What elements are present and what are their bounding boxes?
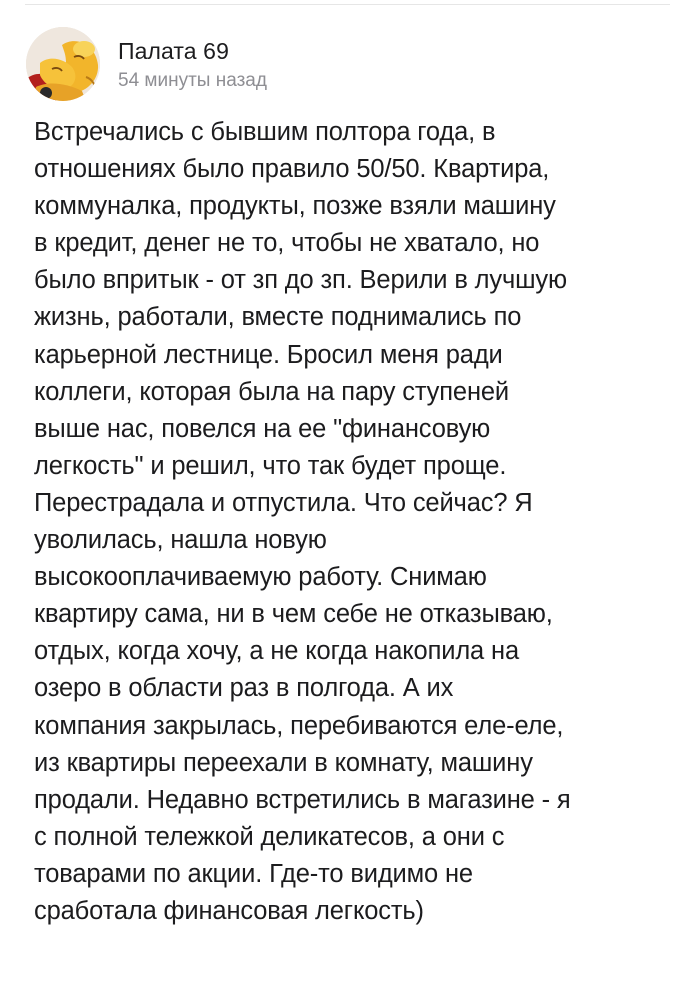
post-header bbox=[26, 27, 267, 101]
cartoon-figure-avatar-icon bbox=[26, 27, 100, 101]
post-timestamp: 54 минуты назад bbox=[118, 70, 267, 91]
post-text: Встречались с бывшим полтора года, в отношениях было правило 50/50. Квартира, коммуналка, продукты, позже взяли машину в кредит, денег не то, чтобы не хватало, но было впритык - от зп до зп. Верили в лучшую жизнь, работали, вместе поднимались по карьерной лестнице. Бросил меня ради коллеги, которая была на пару ступеней выше нас, повелся на ее "финансовую легкость" и решил, что так будет проще. Перестрадала и отпустила. Что сейчас? Я уволилась, нашла новую высокооплачиваемую работу. Снимаю квартиру сама, ни в чем себе не отказываю, отдых, когда хочу, а не когда накопила на озеро в области раз в полгода. А их компания закрылась, перебиваются еле-еле, из квартиры переехали в комнату, машину продали. Недавно встретились в магазине - я с полной тележкой деликатесов, а они с товарами по акции. Где-то видимо не сработала финансовая легкость) bbox=[34, 118, 571, 925]
author-name[interactable]: Палата 69 bbox=[118, 38, 229, 64]
author-block bbox=[118, 35, 267, 93]
top-divider bbox=[25, 4, 670, 5]
avatar[interactable] bbox=[26, 27, 100, 101]
